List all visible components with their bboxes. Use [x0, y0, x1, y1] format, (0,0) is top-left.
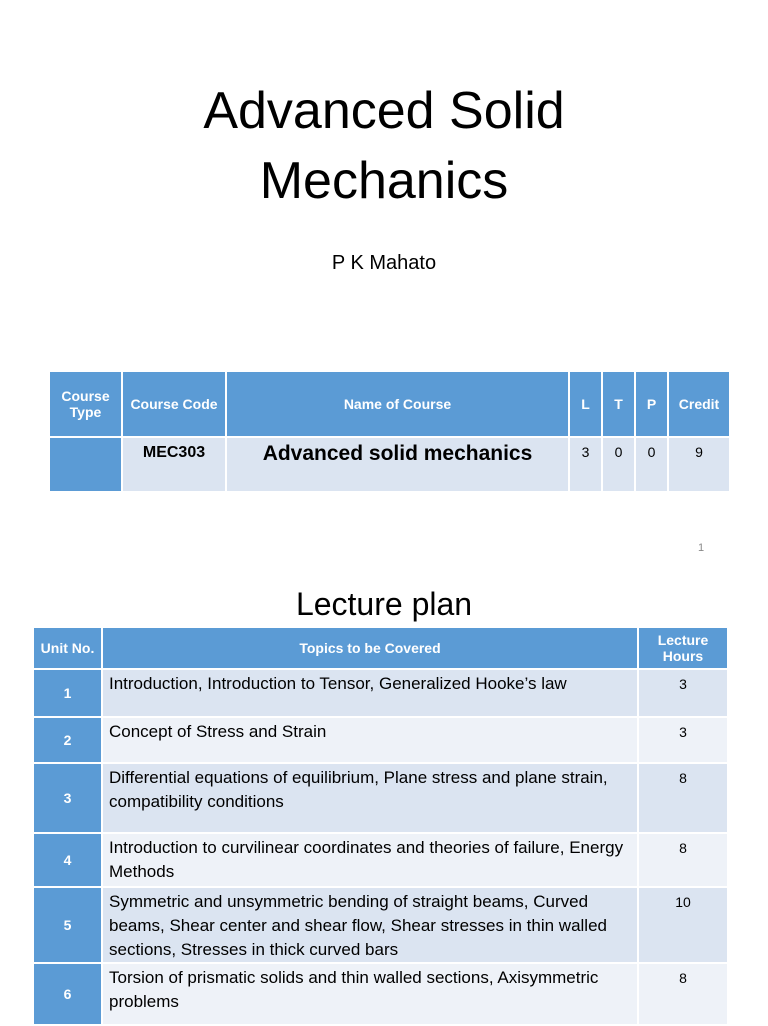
- course-info-table: [48, 370, 731, 493]
- unit-number: 4: [34, 834, 101, 886]
- header-topics: Topics to be Covered: [103, 628, 637, 668]
- author-name: P K Mahato: [331, 252, 437, 274]
- course-table-header-row: [50, 372, 729, 436]
- lecture-hours: 8: [639, 964, 727, 1024]
- table-row: [34, 718, 727, 762]
- topic-text: Introduction to curvilinear coordinates and theories of failure, Energy Methods: [103, 834, 637, 886]
- unit-number: 1: [34, 670, 101, 716]
- header-credit: Credit: [669, 372, 729, 436]
- table-row: [34, 764, 727, 832]
- p-cell: 0: [636, 438, 667, 491]
- slide-title-line-2: Mechanics: [259, 152, 509, 210]
- lecture-hours: 3: [639, 718, 727, 762]
- table-row: [34, 834, 727, 886]
- topic-text: Concept of Stress and Strain: [103, 718, 637, 762]
- topic-text: Differential equations of equilibrium, Plane stress and plane strain, compatibility conditions: [103, 764, 637, 832]
- credit-cell: 9: [669, 438, 729, 491]
- table-row: [34, 964, 727, 1024]
- lecture-hours: 8: [639, 764, 727, 832]
- course-table-row: [50, 438, 729, 491]
- header-course-type: Course Type: [50, 372, 121, 436]
- table-row: [34, 888, 727, 962]
- header-course-code: Course Code: [123, 372, 225, 436]
- unit-number: 6: [34, 964, 101, 1024]
- t-cell: 0: [603, 438, 634, 491]
- header-lecture-hours: Lecture Hours: [639, 628, 727, 668]
- table-row: [34, 670, 727, 716]
- slide-title-line-1: Advanced Solid: [203, 82, 565, 140]
- slide-number: 1: [698, 542, 705, 554]
- unit-number: 2: [34, 718, 101, 762]
- header-l: L: [570, 372, 601, 436]
- course-code-cell: MEC303: [123, 438, 225, 491]
- lecture-hours: 8: [639, 834, 727, 886]
- header-t: T: [603, 372, 634, 436]
- unit-number: 5: [34, 888, 101, 962]
- topic-text: Symmetric and unsymmetric bending of straight beams, Curved beams, Shear center and shear flow, Shear stresses in thin walled sections, Stresses in thick curved bars: [103, 888, 637, 962]
- l-cell: 3: [570, 438, 601, 491]
- course-name-cell: Advanced solid mechanics: [227, 438, 568, 491]
- topic-text: Torsion of prismatic solids and thin walled sections, Axisymmetric problems: [103, 964, 637, 1024]
- lecture-table-header-row: [34, 628, 727, 668]
- topic-text: Introduction, Introduction to Tensor, Generalized Hooke’s law: [103, 670, 637, 716]
- lecture-plan-title: Lecture plan: [295, 586, 473, 622]
- lecture-hours: 3: [639, 670, 727, 716]
- course-type-cell: [50, 438, 121, 491]
- unit-number: 3: [34, 764, 101, 832]
- header-course-name: Name of Course: [227, 372, 568, 436]
- lecture-hours: 10: [639, 888, 727, 962]
- lecture-plan-table: [32, 626, 729, 1026]
- header-unit-no: Unit No.: [34, 628, 101, 668]
- header-p: P: [636, 372, 667, 436]
